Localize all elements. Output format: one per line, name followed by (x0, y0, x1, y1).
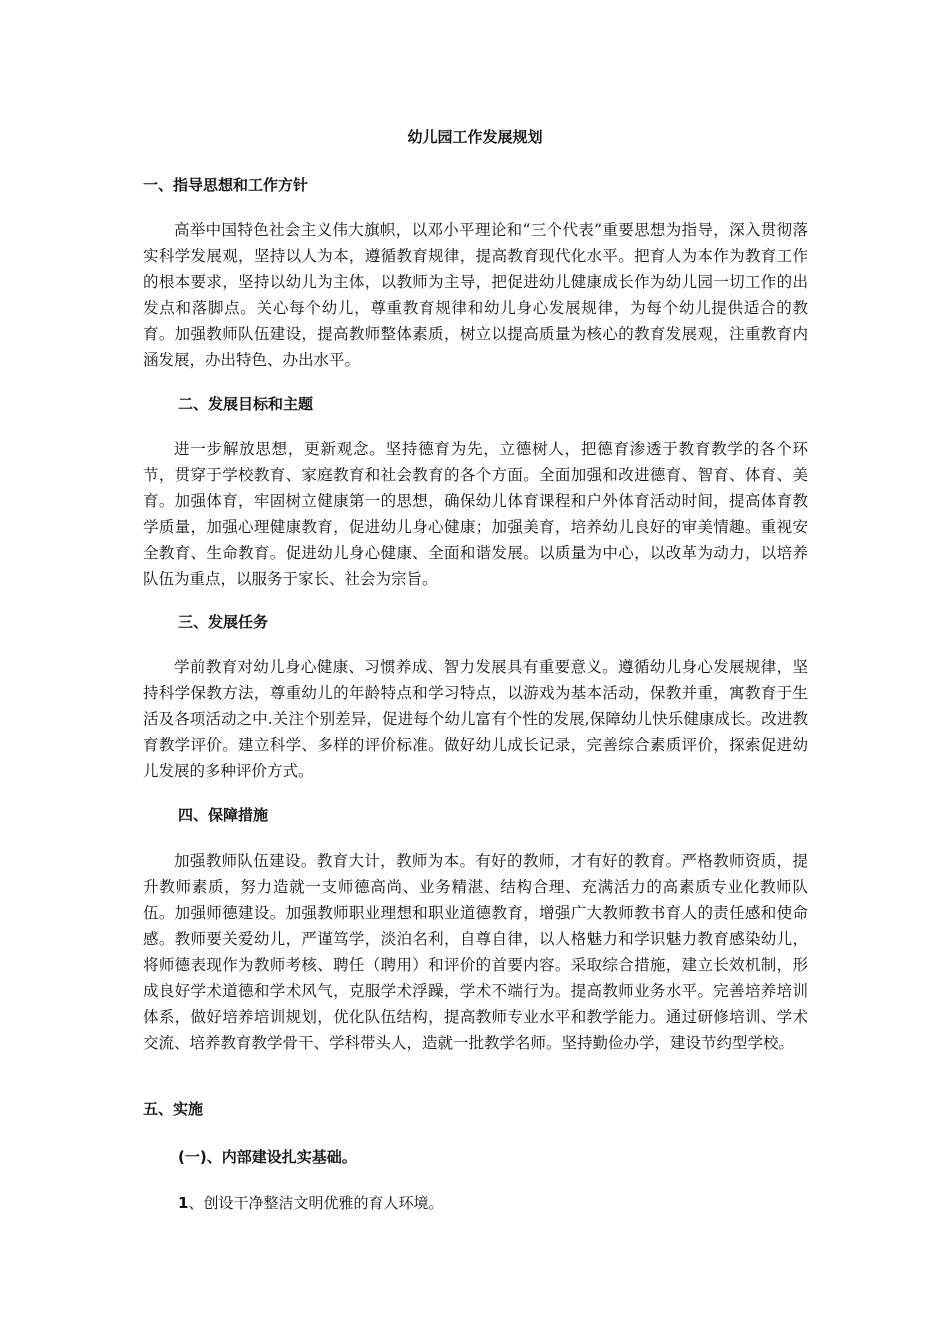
section-paragraph-4: 加强教师队伍建设。教育大计，教师为本。有好的教师，才有好的教育。严格教师资质，提升教师素质，努力造就一支师德高尚、业务精湛、结构合理、充满活力的高素质专业化教师队伍。加强师德建设。加强教师职业理想和职业道德教育，增强广大教师教书育人的责任感和使命感。教师要关爱幼儿，严谨笃学，淡泊名利，自尊自律，以人格魅力和学识魅力教育感染幼儿，将师德表现作为教师考核、聘任（聘用）和评价的首要内容。采取综合措施，建立长效机制，形成良好学术道德和学术风气，克服学术浮躁，学术不端行为。提高教师业务水平。完善培养培训体系，做好培养培训规划，优化队伍结构，提高教师专业水平和教学能力。通过研修培训、学术交流、培养教育教学骨干、学科带头人，造就一批教学名师。坚持勤俭办学，建设节约型学校。 (143, 852, 808, 1052)
subsection-heading: (一)、内部建设扎实基础。 (178, 1148, 357, 1166)
list-item-text: 、创设干净整洁文明优雅的育人环境。 (188, 1194, 444, 1212)
section-paragraph-1: 高举中国特色社会主义伟大旗帜，以邓小平理论和“三个代表”重要思想为指导，深入贯彻落实科学发展观，坚持以人为本，遵循教育规律，提高教育现代化水平。把育人为本作为教育工作的根本要求，坚持以幼儿为主体，以教师为主导，把促进幼儿健康成长作为幼儿园一切工作的出发点和落脚点。关心每个幼儿，尊重教育规律和幼儿身心发展规律，为每个幼儿提供适合的教育。加强教师队伍建设，提高教师整体素质，树立以提高质量为核心的教育发展观，注重教育内涵发展，办出特色、办出水平。 (143, 221, 808, 369)
list-item-number: 1 (178, 1194, 189, 1212)
section-heading-5: 五、实施 (143, 1100, 204, 1118)
section-heading-3: 三、发展任务 (178, 613, 269, 631)
document-title: 幼儿园工作发展规划 (407, 128, 543, 146)
section-paragraph-2: 进一步解放思想，更新观念。坚持德育为先，立德树人，把德育渗透于教育教学的各个环节，贯穿于学校教育、家庭教育和社会教育的各个方面。全面加强和改进德育、智育、体育、美育。加强体育，牢固树立健康第一的思想，确保幼儿体育课程和户外体育活动时间，提高体育教学质量，加强心理健康教育，促进幼儿身心健康；加强美育，培养幼儿良好的审美情趣。重视安全教育、生命教育。促进幼儿身心健康、全面和谐发展。以质量为中心，以改革为动力，以培养队伍为重点，以服务于家长、社会为宗旨。 (143, 440, 808, 588)
section-paragraph-3: 学前教育对幼儿身心健康、习惯养成、智力发展具有重要意义。遵循幼儿身心发展规律，坚持科学保教方法，尊重幼儿的年龄特点和学习特点，以游戏为基本活动，保教并重，寓教育于生活及各项活动之中.关注个别差异，促进每个幼儿富有个性的发展,保障幼儿快乐健康成长。改进教育教学评价。建立科学、多样的评价标准。做好幼儿成长记录，完善综合素质评价，探索促进幼儿发展的多种评价方式。 (143, 658, 808, 780)
section-heading-1: 一、指导思想和工作方针 (143, 176, 309, 194)
list-item (178, 1192, 443, 1214)
section-heading-2: 二、发展目标和主题 (178, 395, 314, 413)
section-heading-4: 四、保障措施 (178, 806, 269, 824)
